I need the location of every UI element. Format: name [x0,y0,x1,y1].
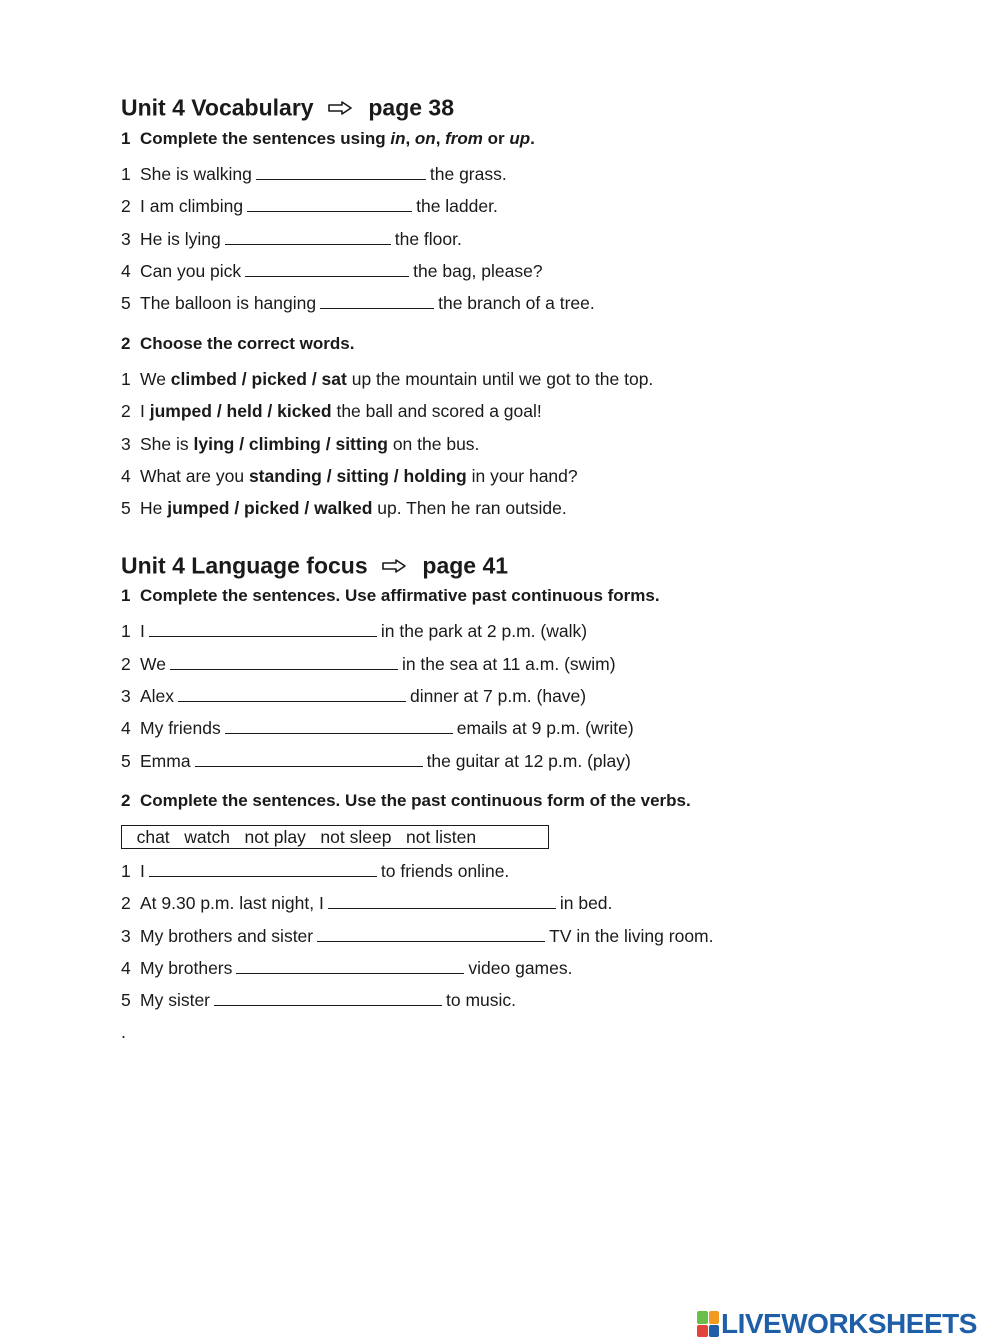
exercise-item [121,621,587,642]
exercise-item [121,369,653,390]
instruction-text: , [405,129,415,148]
exercise-instruction [121,129,535,149]
item-text: in your hand? [466,466,578,486]
item-text-after: the branch of a tree. [438,293,595,313]
exercise-item [121,498,567,519]
item-text-before: I [140,861,145,881]
exercise-item [121,466,578,487]
item-number: 1 [121,164,131,184]
item-number: 5 [121,293,131,313]
item-text-before: He is lying [140,229,221,249]
answer-blank[interactable] [178,687,406,702]
answer-blank[interactable] [214,991,442,1006]
word-choice-options[interactable]: jumped / held / kicked [149,401,332,421]
logo-block-red [697,1325,708,1338]
answer-blank[interactable] [195,752,423,767]
item-number: 1 [121,621,131,641]
item-number: 5 [121,990,131,1010]
item-number: 1 [121,369,131,389]
item-text-before: The balloon is hanging [140,293,317,313]
trailing-dot: . [121,1022,127,1042]
logo-block-orange [709,1311,720,1324]
item-text: He [140,498,168,518]
exercise-number: 1 [121,586,131,605]
item-text: She is [140,434,194,454]
item-text: I [140,401,150,421]
exercise-item [121,958,572,979]
item-number: 4 [121,466,131,486]
answer-blank[interactable] [236,959,464,974]
exercise-item [121,654,616,675]
exercise-number: 1 [121,129,131,148]
exercise-item [121,861,509,882]
item-text-before: I am climbing [140,196,244,216]
item-text: up. Then he ran outside. [372,498,567,518]
exercise-number: 2 [121,334,131,353]
exercise-instruction [121,791,691,811]
item-text-before: My brothers and sister [140,926,314,946]
word-choice-options[interactable]: standing / sitting / holding [248,466,467,486]
item-number: 3 [121,434,131,454]
instruction-text: . [530,129,535,148]
word-box: chat watch not play not sleep not listen [121,825,549,849]
exercise-item [121,293,595,314]
instruction-text: Complete the sentences using [140,129,391,148]
answer-blank[interactable] [149,622,377,637]
answer-blank[interactable] [225,230,391,245]
item-text-after: TV in the living room. [549,926,714,946]
item-number: 4 [121,958,131,978]
section-page-ref: page 38 [368,94,455,121]
exercise-item [121,434,479,455]
answer-blank[interactable] [317,927,545,942]
item-number: 4 [121,261,131,281]
exercise-instruction [121,334,354,354]
word-choice-options[interactable]: climbed / picked / sat [170,369,347,389]
item-text-after: emails at 9 p.m. (write) [456,718,634,738]
item-number: 2 [121,401,131,421]
instruction-text: from [445,129,483,148]
item-text-after: dinner at 7 p.m. (have) [410,686,587,706]
item-text-after: the floor. [394,229,462,249]
instruction-text: in [390,129,406,148]
section-title: Unit 4 Language focus [121,552,368,579]
logo-block-blue [709,1325,720,1338]
item-text-after: video games. [468,958,573,978]
item-text-before: My friends [140,718,221,738]
item-text-after: in bed. [559,893,613,913]
item-text-before: She is walking [140,164,252,184]
item-number: 2 [121,196,131,216]
item-text-after: in the sea at 11 a.m. (swim) [401,654,616,674]
item-text-after: the guitar at 12 p.m. (play) [426,751,631,771]
answer-blank[interactable] [245,262,409,277]
answer-blank[interactable] [247,197,412,212]
section-heading-language-focus [121,552,508,583]
instruction-text: , [435,129,446,148]
item-text-before: Emma [140,751,191,771]
section-heading-vocabulary [121,94,454,125]
item-text: the ball and scored a goal! [331,401,542,421]
exercise-item [121,893,612,914]
item-text: on the bus. [387,434,480,454]
exercise-item [121,229,462,250]
item-number: 3 [121,926,131,946]
item-text-after: the grass. [429,164,507,184]
item-number: 4 [121,718,131,738]
instruction-text: Complete the sentences. Use the past continuous form of the verbs. [140,791,691,810]
exercise-item [121,751,631,772]
instruction-text: on [414,129,436,148]
item-number: 3 [121,229,131,249]
answer-blank[interactable] [328,894,556,909]
instruction-text: Complete the sentences. Use affirmative past continuous forms. [140,586,660,605]
logo-block-green [697,1311,708,1324]
item-number: 3 [121,686,131,706]
item-text-after: in the park at 2 p.m. (walk) [380,621,588,641]
item-text: We [140,369,171,389]
exercise-item [121,718,634,739]
arrow-right-icon [328,94,352,121]
section-page-ref: page 41 [422,552,509,579]
exercise-item [121,926,714,947]
section-title: Unit 4 Vocabulary [121,94,314,121]
instruction-text: up [509,129,531,148]
exercise-item [121,261,543,282]
item-number: 2 [121,654,131,674]
exercise-item [121,196,498,217]
answer-blank[interactable] [256,165,426,180]
answer-blank[interactable] [225,719,453,734]
answer-blank[interactable] [149,862,377,877]
item-text-before: At 9.30 p.m. last night, I [140,893,324,913]
item-number: 2 [121,893,131,913]
item-text-after: to friends online. [380,861,510,881]
instruction-text: Choose the correct words. [140,334,355,353]
exercise-item [121,164,507,185]
liveworksheets-logo [697,1309,977,1339]
exercise-item [121,990,516,1011]
item-text-after: the ladder. [416,196,498,216]
item-text: up the mountain until we got to the top. [346,369,654,389]
exercise-item [121,401,542,422]
item-text-before: Alex [140,686,175,706]
liveworksheets-mark-icon [697,1311,719,1337]
item-text-after: to music. [446,990,517,1010]
word-choice-options[interactable]: lying / climbing / sitting [193,434,388,454]
exercise-number: 2 [121,791,131,810]
exercise-instruction [121,586,660,606]
item-text-before: My sister [140,990,210,1010]
answer-blank[interactable] [170,655,398,670]
exercise-item [121,686,586,707]
item-number: 1 [121,861,131,881]
word-choice-options[interactable]: jumped / picked / walked [167,498,373,518]
item-text-before: I [140,621,145,641]
item-number: 5 [121,751,131,771]
item-number: 5 [121,498,131,518]
arrow-right-icon [382,552,406,579]
item-text-after: the bag, please? [413,261,543,281]
item-text-before: We [140,654,166,674]
item-text: What are you [140,466,249,486]
item-text-before: Can you pick [140,261,242,281]
answer-blank[interactable] [320,294,434,309]
instruction-text: or [482,129,510,148]
item-text-before: My brothers [140,958,233,978]
logo-text: LIVEWORKSHEETS [721,1308,977,1339]
